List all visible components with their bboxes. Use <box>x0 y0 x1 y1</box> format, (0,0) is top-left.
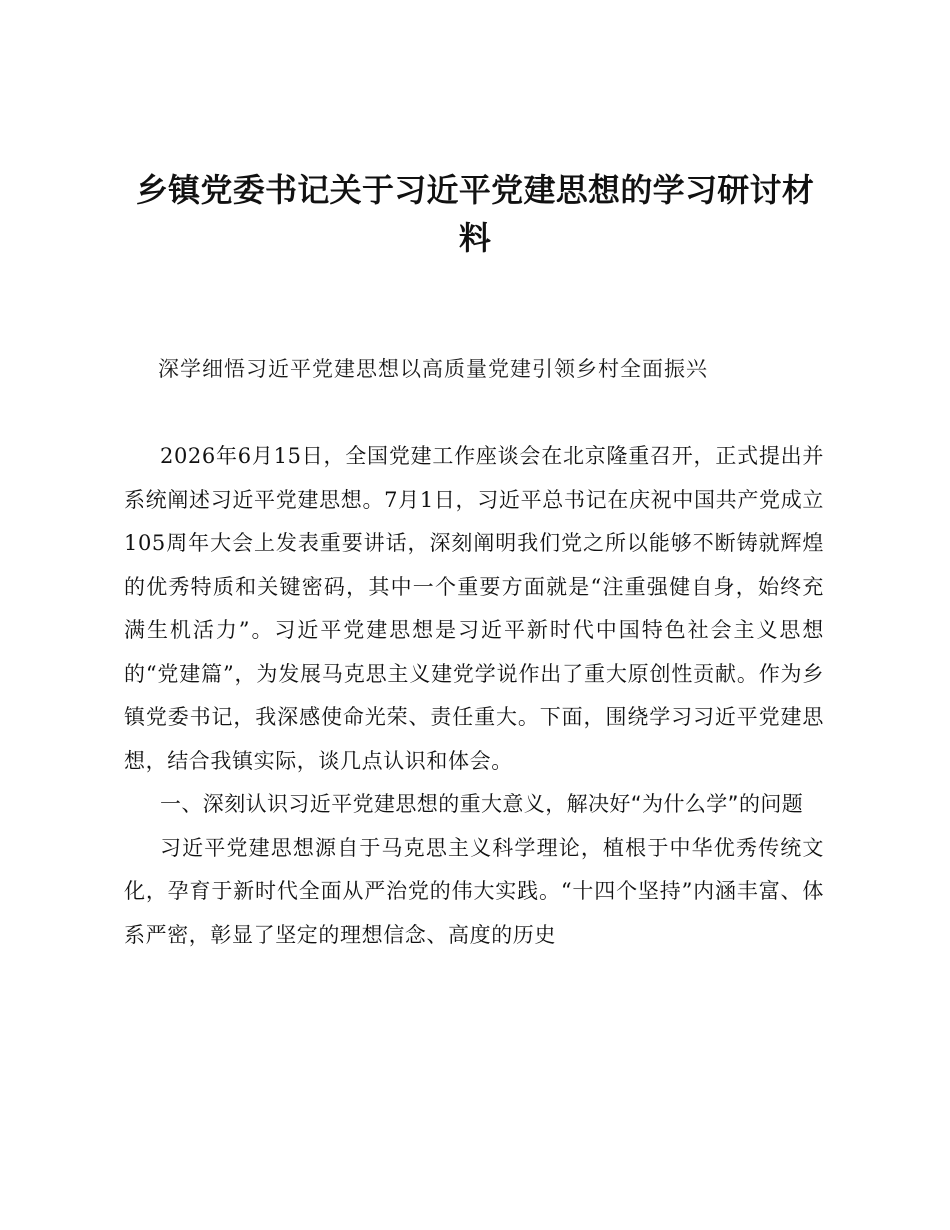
section-heading-1: 一、深刻认识习近平党建思想的重大意义，解决好“为什么学”的问题 <box>160 792 804 816</box>
document-title: 乡镇党委书记关于习近平党建思想的学习研讨材料 <box>135 171 815 257</box>
intro-paragraph: 2026年6月15日，全国党建工作座谈会在北京隆重召开，正式提出并系统阐述习近平党建思想。7月1日，习近平总书记在庆祝中国共产党成立105周年大会上发表重要讲话，深刻阐明我们党之所以能够不断铸就辉煌的优秀特质和关键密码，其中一个重要方面就是“注重强健自身，始终充满生机活力”。习近平党建思想是习近平新时代中国特色社会主义思想的“党建篇”，为发展马克思主义建党学说作出了重大原创性贡献。作为乡镇党委书记，我深感使命光荣、责任重大。下面，围绕学习习近平党建思想，结合我镇实际，谈几点认识和体会。 <box>124 444 824 773</box>
document-body <box>124 435 824 957</box>
document-subtitle: 深学细悟习近平党建思想以高质量党建引领乡村全面振兴 <box>158 357 708 381</box>
section-1-paragraph: 习近平党建思想源自于马克思主义科学理论，植根于中华优秀传统文化，孕育于新时代全面从严治党的伟大实践。“十四个坚持”内涵丰富、体系严密，彰显了坚定的理想信念、高度的历史 <box>124 835 824 947</box>
